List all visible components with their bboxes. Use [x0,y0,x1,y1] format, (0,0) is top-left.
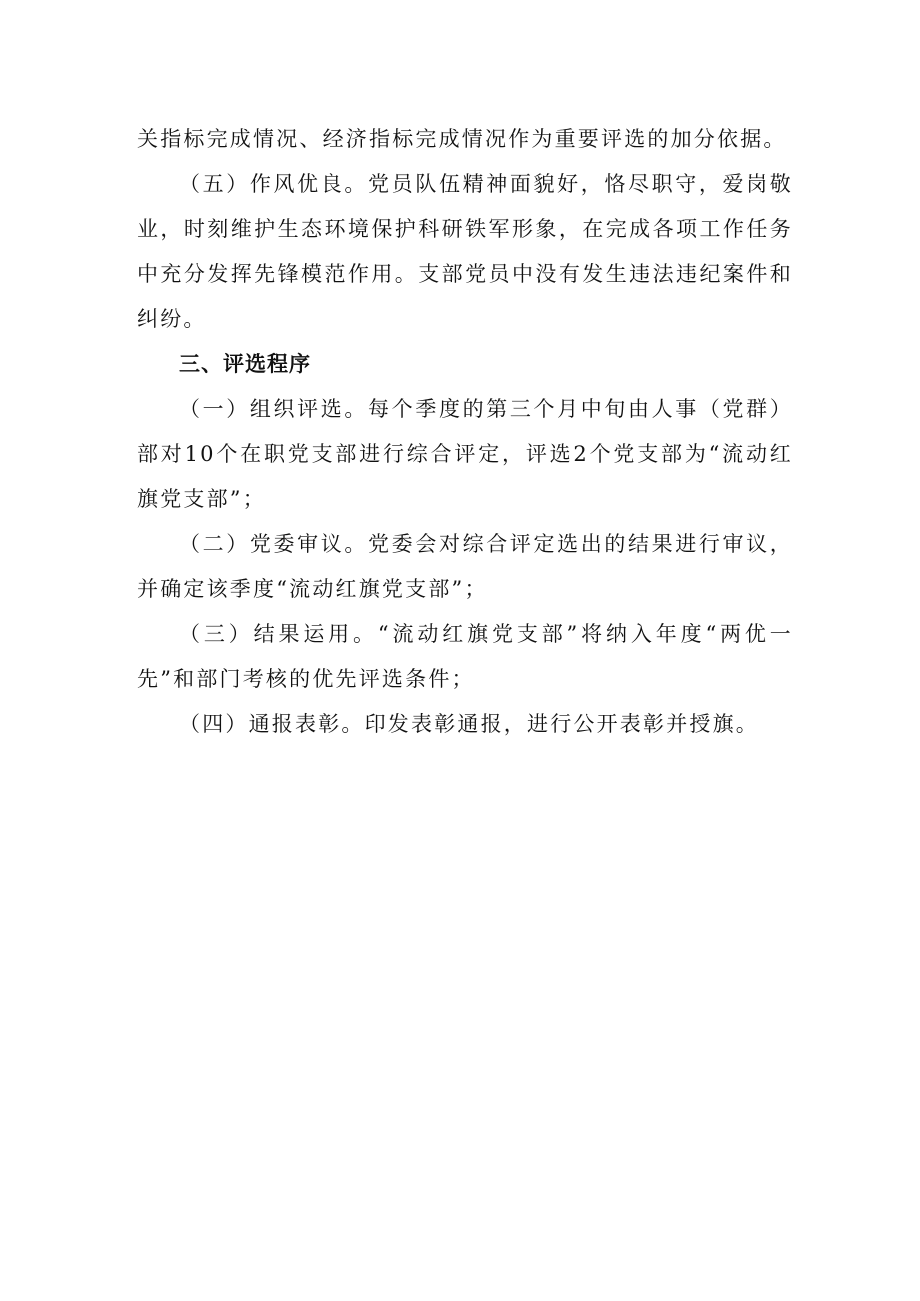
procedure-item-application: （三）结果运用。“流动红旗党支部”将纳入年度“两优一先”和部门考核的优先评选条件； [137,622,793,691]
section-heading-selection-procedure: 三、评选程序 [179,352,311,376]
procedure-item-commendation: （四）通报表彰。印发表彰通报，进行公开表彰并授旗。 [179,712,759,736]
paragraph-work-style: （五）作风优良。党员队伍精神面貌好，恪尽职守，爱岗敬业，时刻维护生态环境保护科研铁军形象，在完成各项工作任务中充分发挥先锋模范作用。支部党员中没有发生违法违纪案件和纠纷。 [137,172,793,331]
paragraph-continuation: 关指标完成情况、经济指标完成情况作为重要评选的加分依据。 [137,127,787,151]
document-body [137,117,793,747]
procedure-item-review: （二）党委审议。党委会对综合评定选出的结果进行审议，并确定该季度“流动红旗党支部”； [137,532,793,601]
procedure-item-organize: （一）组织评选。每个季度的第三个月中旬由人事（党群）部对10个在职党支部进行综合评定，评选2个党支部为“流动红旗党支部”； [137,397,793,511]
